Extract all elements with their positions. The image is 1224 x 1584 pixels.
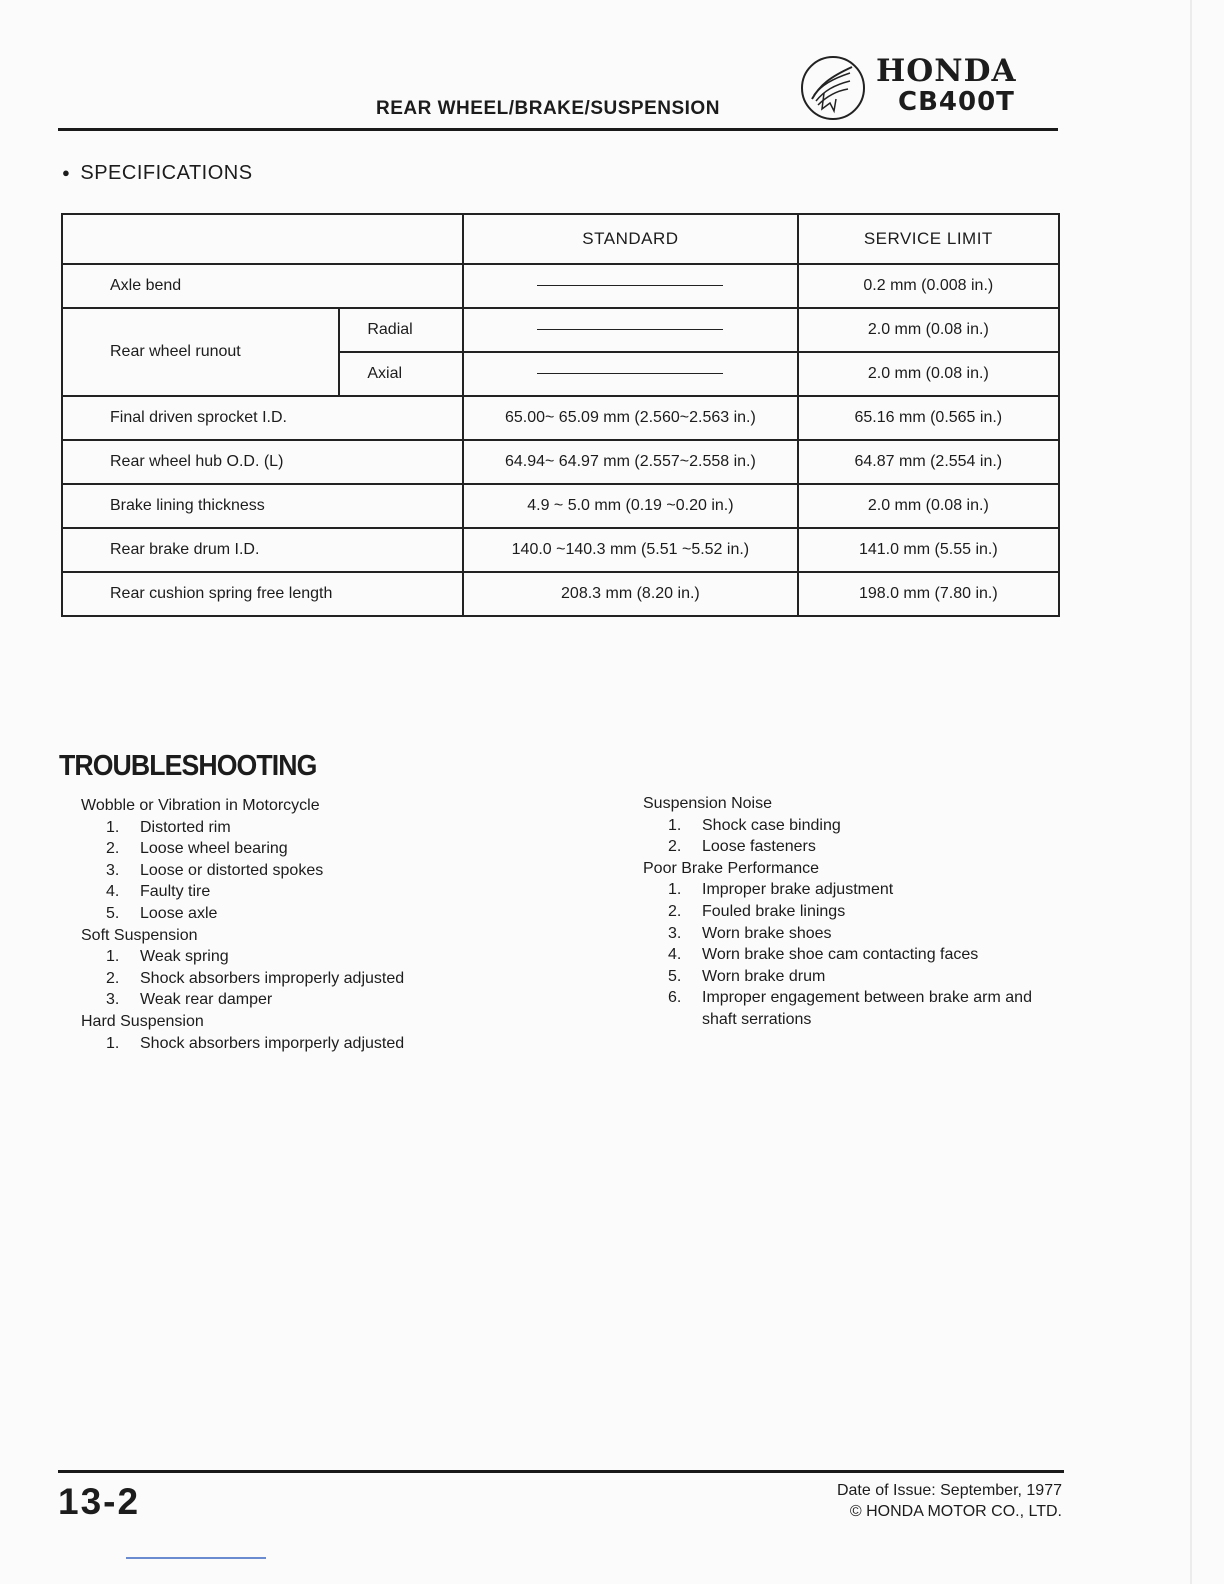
list-item: 1. Weak spring <box>106 948 229 966</box>
row-label: Brake lining thickness <box>62 484 463 528</box>
limit-cell: 0.2 mm (0.008 in.) <box>798 264 1059 308</box>
symptom-title: Soft Suspension <box>81 926 198 944</box>
list-item-text: Loose or distorted spokes <box>140 861 324 879</box>
standard-cell <box>463 264 797 308</box>
list-item-text: Weak spring <box>140 948 229 966</box>
list-item: 3. Worn brake shoes <box>668 924 832 942</box>
brand-name: HONDA <box>876 53 1017 89</box>
list-item: 2. Loose fasteners <box>668 838 816 856</box>
troubleshooting-heading: TROUBLESHOOTING <box>59 750 317 782</box>
standard-cell: 65.00~ 65.09 mm (2.560~2.563 in.) <box>463 396 797 440</box>
header-divider <box>58 128 1058 131</box>
limit-cell: 141.0 mm (5.55 in.) <box>798 528 1059 572</box>
table-row <box>62 484 1059 528</box>
list-item: 5. Worn brake drum <box>668 967 826 985</box>
troubleshooting-right-column <box>643 793 1057 1031</box>
list-item-text: Worn brake shoes <box>702 924 832 942</box>
list-item: 4. Worn brake shoe cam contacting faces <box>668 946 979 964</box>
list-item-text: Faulty tire <box>140 883 211 901</box>
bullet-icon: ● <box>62 165 71 180</box>
header-cell-item <box>62 214 463 264</box>
list-item: 2. Loose wheel bearing <box>106 840 288 858</box>
row-label: Rear cushion spring free length <box>62 572 463 616</box>
limit-cell: 64.87 mm (2.554 in.) <box>798 440 1059 484</box>
standard-cell <box>463 308 797 352</box>
list-item-text: Loose axle <box>140 904 218 922</box>
symptom-title: Hard Suspension <box>81 1012 204 1030</box>
scan-edge-shadow <box>1190 0 1192 1584</box>
symptom-title: Suspension Noise <box>643 795 772 812</box>
list-item-text: Weak rear damper <box>140 991 273 1009</box>
no-value-dash <box>537 373 723 374</box>
table-row <box>62 572 1059 616</box>
standard-cell: 4.9 ~ 5.0 mm (0.19 ~0.20 in.) <box>463 484 797 528</box>
list-item: 5. Loose axle <box>106 904 218 922</box>
row-label: Final driven sprocket I.D. <box>62 396 463 440</box>
list-item-text: Shock absorbers improperly adjusted <box>140 969 405 987</box>
footer-divider <box>58 1470 1064 1473</box>
specifications-table <box>61 213 1060 617</box>
standard-cell: 64.94~ 64.97 mm (2.557~2.558 in.) <box>463 440 797 484</box>
list-item: 1. Shock case binding <box>668 816 841 834</box>
standard-cell: 140.0 ~140.3 mm (5.51 ~5.52 in.) <box>463 528 797 572</box>
footer-info <box>837 1480 1062 1522</box>
copyright: © HONDA MOTOR CO., LTD. <box>849 1503 1062 1520</box>
list-item: 3. Loose or distorted spokes <box>106 861 324 879</box>
limit-cell: 2.0 mm (0.08 in.) <box>798 352 1059 396</box>
row-label: Axle bend <box>62 264 463 308</box>
list-item-text: Worn brake shoe cam contacting faces <box>702 946 979 964</box>
list-item: 1. Distorted rim <box>106 818 231 836</box>
limit-cell: 65.16 mm (0.565 in.) <box>798 396 1059 440</box>
table-row <box>62 440 1059 484</box>
list-item-text: Shock absorbers imporperly adjusted <box>140 1034 405 1052</box>
limit-cell: 198.0 mm (7.80 in.) <box>798 572 1059 616</box>
no-value-dash <box>537 285 723 286</box>
list-item: 2. Fouled brake linings <box>668 902 846 920</box>
list-item: 4. Faulty tire <box>106 883 211 901</box>
header-cell-standard: STANDARD <box>463 214 797 264</box>
list-item-text: Improper engagement between brake arm and shaft serrations <box>702 989 1032 1028</box>
row-label: Rear brake drum I.D. <box>62 528 463 572</box>
page-number: 13-2 <box>58 1481 141 1522</box>
row-sublabel: Radial <box>339 308 463 352</box>
list-item-text: Improper brake adjustment <box>702 881 894 899</box>
table-row <box>62 396 1059 440</box>
scan-artifact-line <box>126 1557 266 1559</box>
limit-cell: 2.0 mm (0.08 in.) <box>798 484 1059 528</box>
honda-wing-logo-icon <box>800 55 866 121</box>
list-item-text: Fouled brake linings <box>702 902 846 920</box>
limit-cell: 2.0 mm (0.08 in.) <box>798 308 1059 352</box>
list-item: 1. Shock absorbers imporperly adjusted <box>106 1034 405 1052</box>
list-item: 2. Shock absorbers improperly adjusted <box>106 969 405 987</box>
table-row <box>62 264 1059 308</box>
specifications-heading <box>62 162 253 185</box>
date-of-issue: Date of Issue: September, 1977 <box>836 1482 1062 1499</box>
list-item-text: Distorted rim <box>140 818 231 836</box>
model-name: CB400T <box>898 87 1015 117</box>
row-sublabel: Axial <box>339 352 463 396</box>
section-title: REAR WHEEL/BRAKE/SUSPENSION <box>376 98 720 119</box>
list-item-text: Loose fasteners <box>702 838 816 856</box>
row-label: Rear wheel hub O.D. (L) <box>62 440 463 484</box>
standard-cell <box>463 352 797 396</box>
symptom-title: Wobble or Vibration in Motorcycle <box>81 797 320 814</box>
troubleshooting-left-column <box>81 795 461 1054</box>
list-item-text: Worn brake drum <box>702 967 826 985</box>
table-header-row <box>62 214 1059 264</box>
list-item: 3. Weak rear damper <box>106 991 273 1009</box>
table-row <box>62 308 1059 352</box>
header-cell-service-limit: SERVICE LIMIT <box>798 214 1059 264</box>
list-item-text: Loose wheel bearing <box>140 840 288 858</box>
symptom-title: Poor Brake Performance <box>643 859 820 877</box>
list-item: 6. Improper engagement between brake arm and shaft serrations <box>668 989 1032 1028</box>
list-item-text: Shock case binding <box>702 816 841 834</box>
standard-cell: 208.3 mm (8.20 in.) <box>463 572 797 616</box>
no-value-dash <box>537 329 723 330</box>
specifications-heading-text: SPECIFICATIONS <box>80 162 253 184</box>
list-item: 1. Improper brake adjustment <box>668 881 894 899</box>
table-row <box>62 528 1059 572</box>
row-label: Rear wheel runout <box>62 308 339 396</box>
